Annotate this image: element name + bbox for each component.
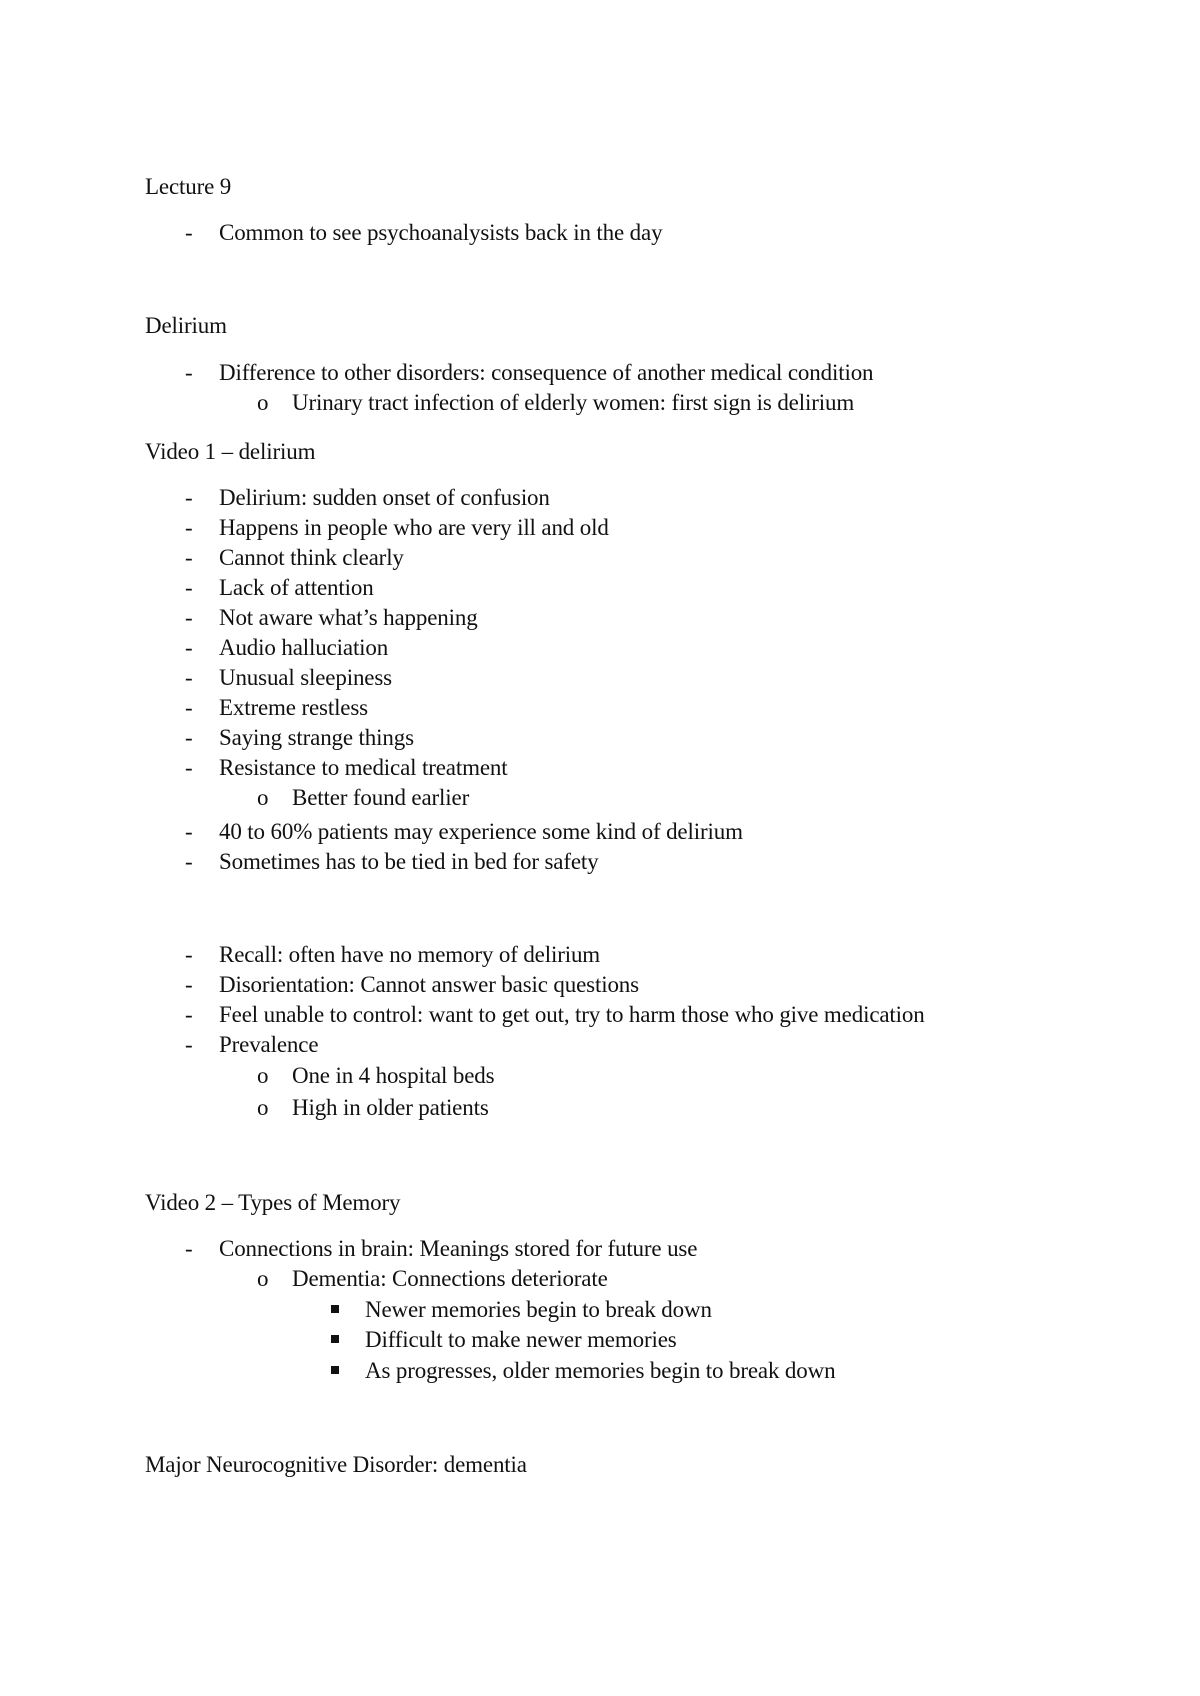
- dash-bullet-marker: -: [185, 1032, 193, 1057]
- video2-bullet: Connections in brain: Meanings stored for future use: [219, 1236, 698, 1261]
- video1-heading: Video 1 – delirium: [145, 439, 316, 464]
- square-bullet-icon: [331, 1305, 339, 1313]
- square-bullet-icon: [331, 1366, 339, 1374]
- dash-bullet-marker: -: [185, 485, 193, 510]
- video1-bullet: Cannot think clearly: [219, 545, 404, 570]
- circle-bullet-marker: o: [257, 390, 269, 415]
- prevalence-sub-bullet: One in 4 hospital beds: [292, 1063, 495, 1088]
- dash-bullet-marker: -: [185, 1002, 193, 1027]
- video1-bullet: Unusual sleepiness: [219, 665, 392, 690]
- circle-bullet-marker: o: [257, 785, 269, 810]
- video1-bullet: Extreme restless: [219, 695, 368, 720]
- square-bullet-icon: [331, 1335, 339, 1343]
- circle-bullet-marker: o: [257, 1095, 269, 1120]
- lecture-bullet: Common to see psychoanalysists back in the day: [219, 220, 663, 245]
- dash-bullet-marker: -: [185, 220, 193, 245]
- dash-bullet-marker: -: [185, 360, 193, 385]
- video2-subsub-bullet: As progresses, older memories begin to break down: [365, 1358, 836, 1383]
- dash-bullet-marker: -: [185, 635, 193, 660]
- dash-bullet-marker: -: [185, 725, 193, 750]
- dash-bullet-marker: -: [185, 1236, 193, 1261]
- prevalence-sub-bullet: High in older patients: [292, 1095, 489, 1120]
- dash-bullet-marker: -: [185, 695, 193, 720]
- video1-bullet: Audio halluciation: [219, 635, 389, 660]
- video2-heading: Video 2 – Types of Memory: [145, 1190, 401, 1215]
- dash-bullet-marker: -: [185, 575, 193, 600]
- delirium-heading: Delirium: [145, 313, 227, 338]
- dash-bullet-marker: -: [185, 942, 193, 967]
- video2-sub-bullet: Dementia: Connections deteriorate: [292, 1266, 608, 1291]
- video1-bullet: Feel unable to control: want to get out, try to harm those who give medication: [219, 1002, 925, 1027]
- video1-bullet: Prevalence: [219, 1032, 319, 1057]
- circle-bullet-marker: o: [257, 1266, 269, 1291]
- video2-subsub-bullet: Difficult to make newer memories: [365, 1327, 677, 1352]
- video2-subsub-bullet: Newer memories begin to break down: [365, 1297, 712, 1322]
- video1-bullet: Saying strange things: [219, 725, 414, 750]
- dash-bullet-marker: -: [185, 755, 193, 780]
- dash-bullet-marker: -: [185, 972, 193, 997]
- video1-bullet: Not aware what’s happening: [219, 605, 478, 630]
- video1-bullet: Lack of attention: [219, 575, 374, 600]
- video1-bullet: Delirium: sudden onset of confusion: [219, 485, 550, 510]
- video1-bullet: Sometimes has to be tied in bed for safety: [219, 849, 599, 874]
- video1-bullet: Resistance to medical treatment: [219, 755, 508, 780]
- delirium-bullet: Difference to other disorders: consequence of another medical condition: [219, 360, 874, 385]
- delirium-sub-bullet: Urinary tract infection of elderly women: first sign is delirium: [292, 390, 855, 415]
- dash-bullet-marker: -: [185, 665, 193, 690]
- dash-bullet-marker: -: [185, 605, 193, 630]
- dash-bullet-marker: -: [185, 849, 193, 874]
- dash-bullet-marker: -: [185, 545, 193, 570]
- video1-sub-bullet: Better found earlier: [292, 785, 470, 810]
- video1-bullet: Recall: often have no memory of delirium: [219, 942, 601, 967]
- video1-bullet: Disorientation: Cannot answer basic questions: [219, 972, 639, 997]
- dash-bullet-marker: -: [185, 819, 193, 844]
- video1-bullet: 40 to 60% patients may experience some kind of delirium: [219, 819, 743, 844]
- dash-bullet-marker: -: [185, 515, 193, 540]
- major-neurocognitive-heading: Major Neurocognitive Disorder: dementia: [145, 1452, 527, 1477]
- lecture-title: Lecture 9: [145, 174, 232, 199]
- video1-bullet: Happens in people who are very ill and old: [219, 515, 609, 540]
- circle-bullet-marker: o: [257, 1063, 269, 1088]
